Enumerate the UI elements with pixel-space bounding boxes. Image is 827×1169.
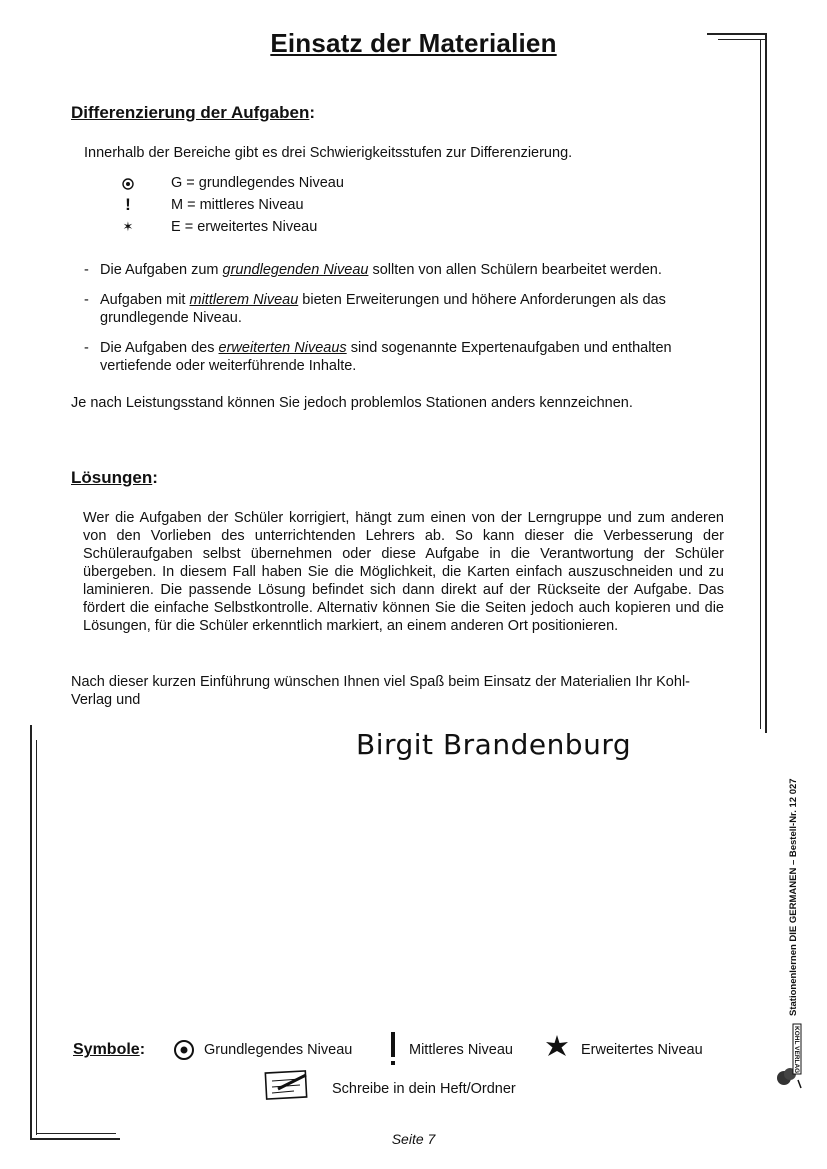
level-item-m	[0, 194, 827, 216]
closing-text: Je nach Leistungsstand können Sie jedoch problemlos Stationen anders kennzeichnen.	[71, 395, 633, 411]
bullet-text: Die Aufgaben des	[100, 340, 219, 356]
bullet-dash: -	[84, 340, 89, 356]
frame-bottom-left-line-inner	[36, 740, 37, 1135]
symbols-label-colon: :	[139, 1041, 146, 1058]
page-number: Seite 7	[391, 1131, 436, 1147]
level-text: G = grundlegendes Niveau	[171, 175, 344, 191]
section-heading-loesungen	[71, 468, 158, 488]
signature: Birgit Brandenburg	[356, 728, 632, 761]
intro-text: Innerhalb der Bereiche gibt es drei Schwierigkeitsstufen zur Differenzierung.	[84, 145, 573, 161]
level-item-g	[0, 172, 827, 194]
level-item-e	[0, 216, 827, 238]
symbols-label-text: Symbole	[73, 1041, 140, 1058]
kohl-verlag-logo	[774, 1022, 804, 1090]
star-icon	[545, 1034, 569, 1065]
symbol-label: Mittleres Niveau	[409, 1042, 513, 1058]
bullet-item	[84, 339, 724, 375]
bullet-item	[84, 261, 734, 279]
bullet-text: Die Aufgaben zum	[100, 262, 223, 278]
heading-text: Differenzierung der Aufgaben	[71, 103, 310, 122]
heading-colon: :	[152, 468, 158, 487]
farewell-text: Nach dieser kurzen Einführung wünschen Ihnen viel Spaß beim Einsatz der Materialien Ihr Kohl-Verlag und	[71, 674, 690, 708]
level-text: E = erweitertes Niveau	[171, 219, 318, 235]
symbols-label	[73, 1041, 145, 1059]
symbol-label: Grundlegendes Niveau	[204, 1042, 353, 1058]
logo-text: KOHL VERLAG	[793, 1026, 800, 1074]
heading-text: Lösungen	[71, 468, 153, 487]
bullet-dash: -	[84, 292, 89, 308]
symbol-label: Schreibe in dein Heft/Ordner	[332, 1081, 516, 1097]
page-title: Einsatz der Materialien	[270, 28, 557, 58]
bullet-text: sollten von allen Schülern bearbeitet werden.	[368, 262, 662, 278]
notebook-pen-icon	[264, 1069, 310, 1106]
bullet-emphasis: erweiterten Niveaus	[218, 340, 347, 356]
bullet-dash: -	[84, 262, 89, 278]
bullet-text: bieten Erweiterungen und höhere Anforderungen als das grundlegende Niveau.	[100, 292, 666, 326]
loesungen-body: Wer die Aufgaben der Schüler korrigiert, hängt zum einen von der Lerngruppe und zum anderen von den Vorlieben des unterrichtenden Lehrers ab. So kann dieser die Verbesserung der Schüleraufgaben selbst übernehmen oder diese Aufgabe in die Verantwortung der Schüler übergeben. In diesem Fall haben Sie die Möglichkeit, die Karten einfach auszuschneiden und zu laminieren. Die passende Lösung befindet sich dann direkt auf der Rückseite der Aufgabe. Das fördert die einfache Selbstkontrolle. Alternativ können Sie die Seiten jedoch auch kopieren und die Lösungen, für die Schüler erkenntlich markiert, an einem anderen Ort positionieren.	[83, 510, 724, 634]
star-icon: ✶	[122, 219, 134, 234]
bullet-text: Aufgaben mit	[100, 292, 190, 308]
frame-right-line-inner	[760, 39, 761, 729]
sidebar-order-text: Stationenlernen DIE GERMANEN – Bestell-Nr. 12 027	[788, 778, 799, 1016]
bullet-text: sind sogenannte Expertenaufgaben und enthalten vertiefende oder weiterführende Inhalte.	[100, 340, 672, 374]
frame-right-line	[765, 33, 767, 733]
exclamation-icon: !	[125, 195, 131, 214]
circled-dot-icon	[173, 1039, 195, 1066]
bullet-emphasis: grundlegenden Niveau	[222, 262, 369, 278]
bullet-emphasis: mittlerem Niveau	[189, 292, 299, 308]
frame-bottom-left-line	[30, 725, 32, 1140]
section-heading-differenzierung	[71, 103, 315, 123]
circled-dot-icon	[120, 172, 136, 194]
exclamation-icon	[386, 1031, 400, 1072]
symbol-label: Erweitertes Niveau	[581, 1042, 703, 1058]
level-text: M = mittleres Niveau	[171, 197, 304, 213]
heading-colon: :	[309, 103, 316, 122]
level-list	[0, 172, 827, 238]
bullet-item	[84, 291, 704, 327]
